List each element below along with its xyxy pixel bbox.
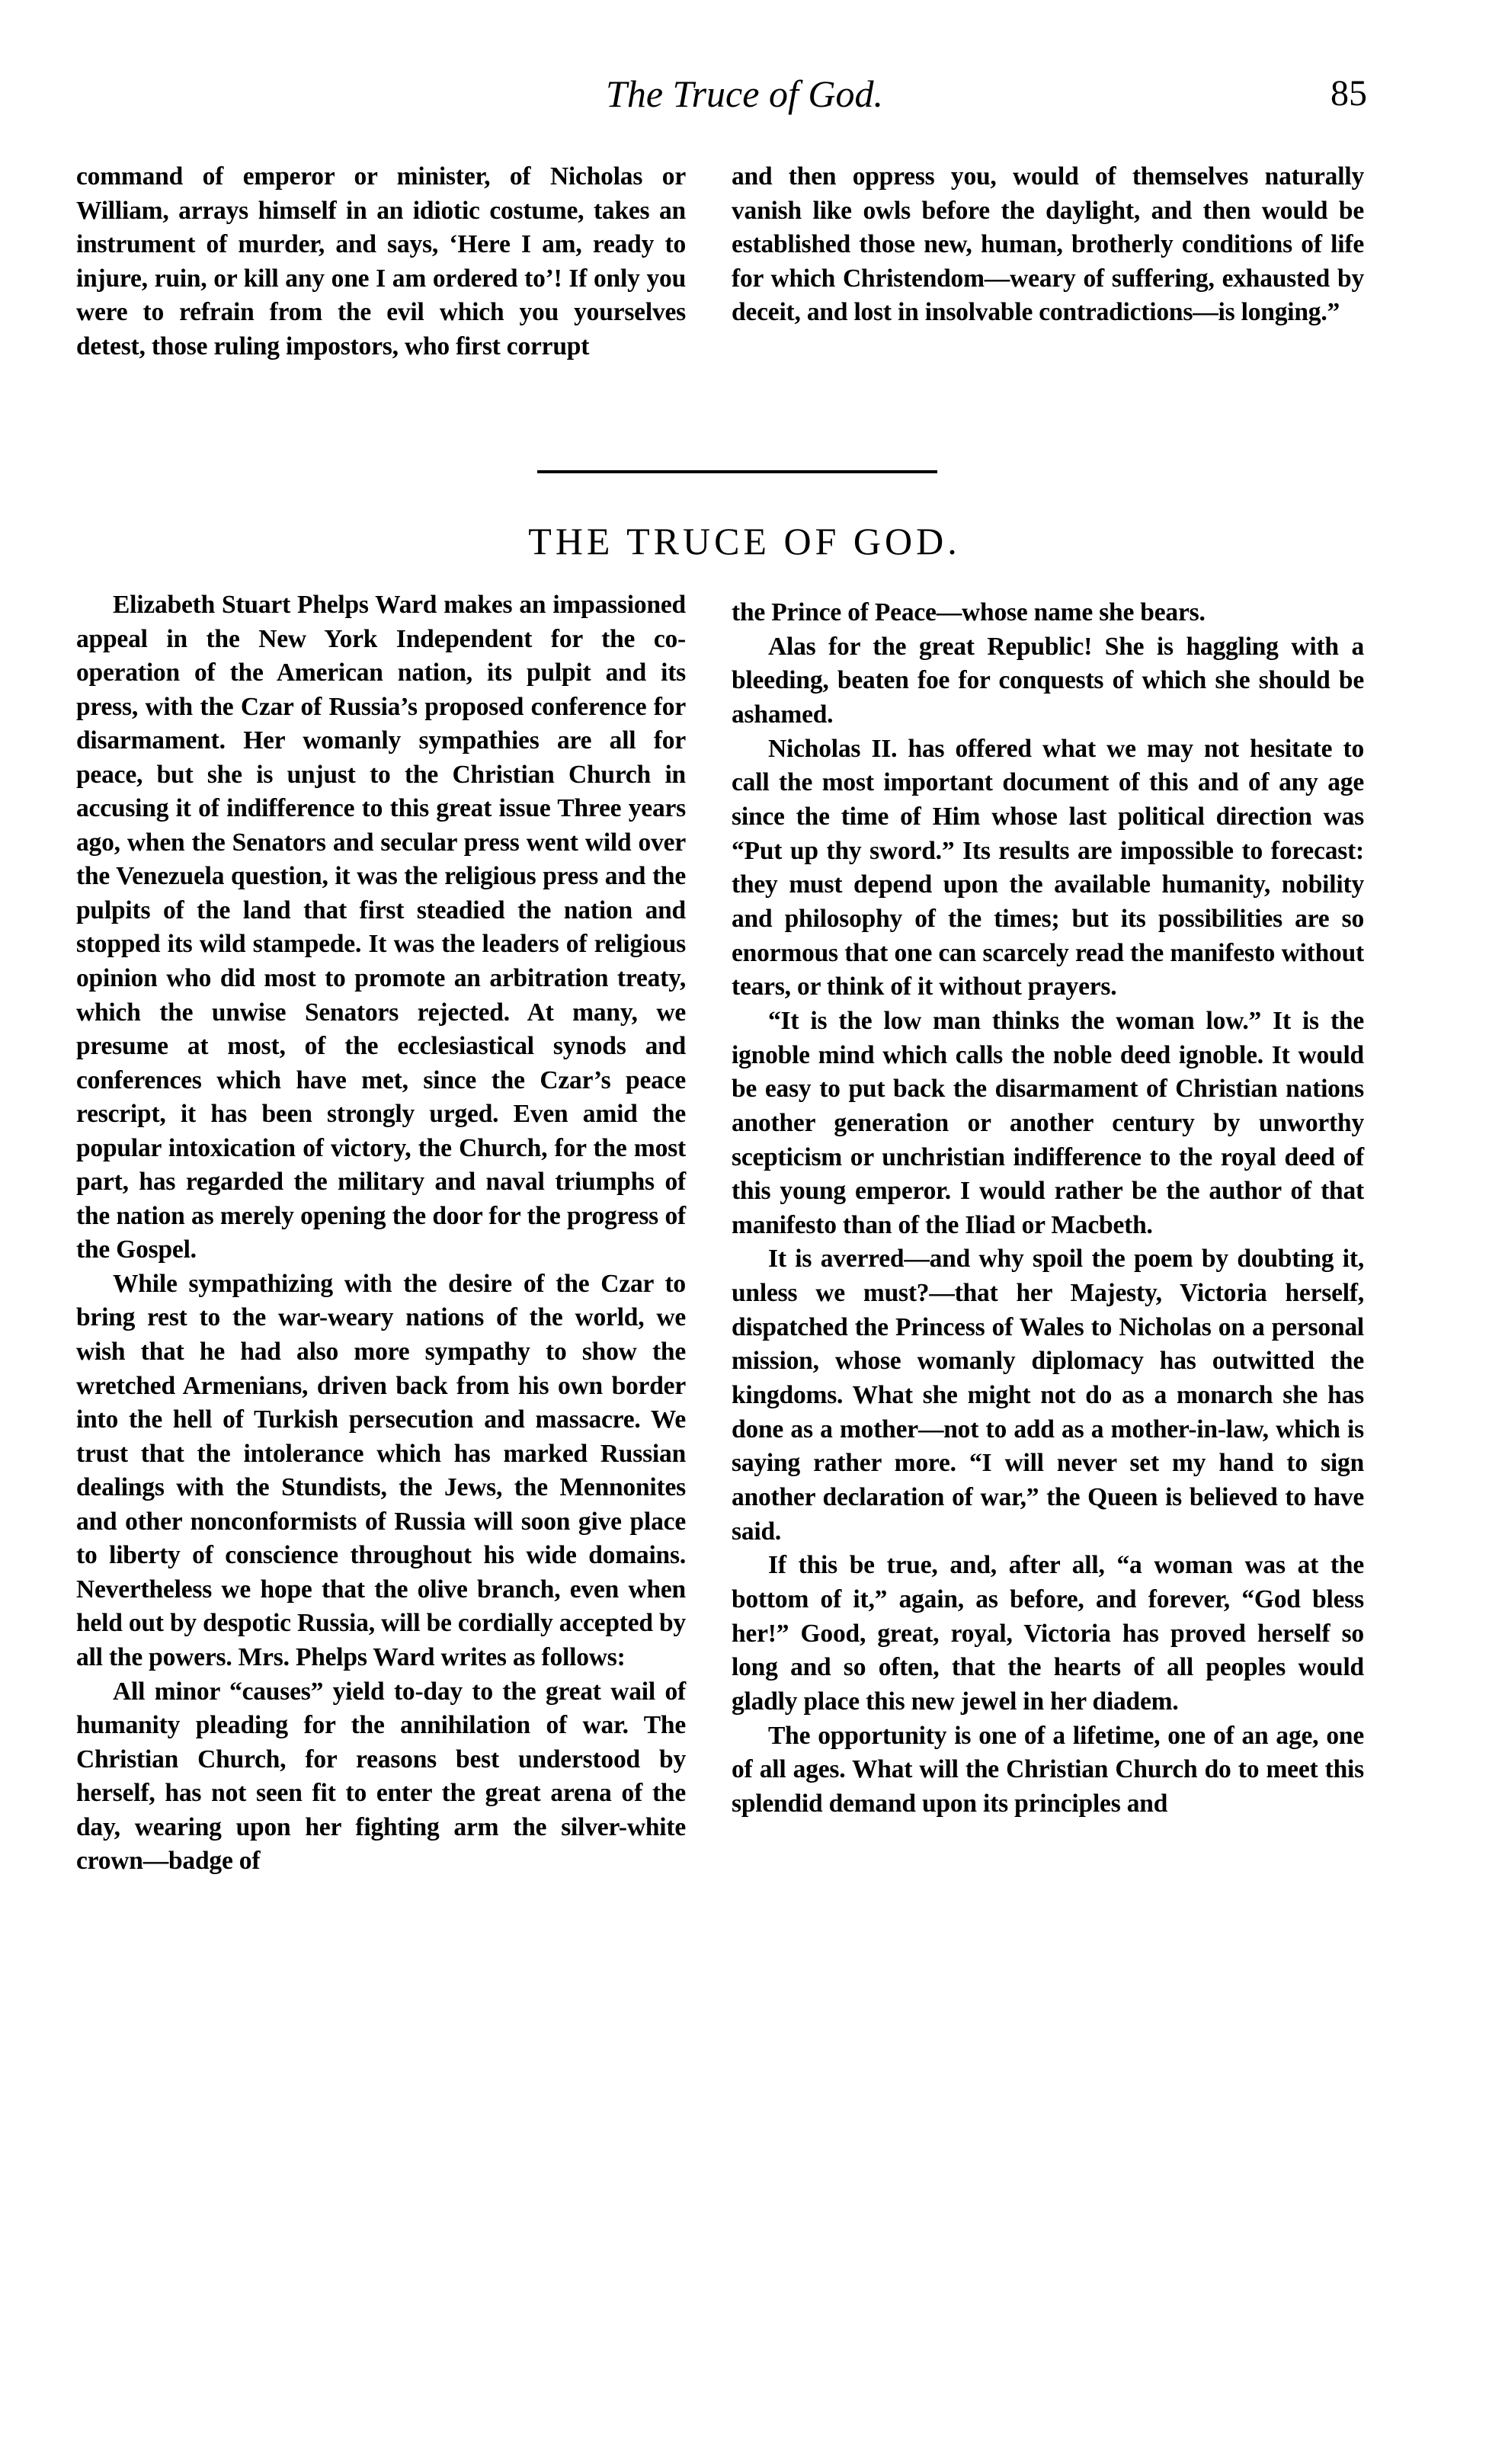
preceding-text-right-column: [732, 160, 1364, 330]
quoted-paragraph: the Prince of Peace—whose name she bears.: [732, 598, 1206, 626]
quoted-paragraph: The opportunity is one of a lifetime, one of an age, one of all ages. What will the Christian Church do to meet this splendid demand upon its principles and: [732, 1721, 1364, 1818]
running-head: [0, 67, 1489, 120]
section-divider-rule: [537, 470, 937, 473]
article-title: THE TRUCE OF GOD.: [528, 520, 961, 562]
quoted-paragraph: Alas for the great Republic! She is haggling with a bleeding, beaten foe for conquests of which she should be ashamed.: [732, 632, 1364, 729]
quoted-paragraph: If this be true, and, after all, “a woman was at the bottom of it,” again, as before, and forever, “God bless her!” Good, great, royal, Victoria has proved herself so long and so often, that the hearts of all peoples would gladly place this new jewel in her diadem.: [732, 1551, 1364, 1716]
quoted-paragraph: “It is the low man thinks the woman low.” It is the ignoble mind which calls the noble deed ignoble. It would be easy to put back the disarmament of Christian nations another generation or another century by unworthy scepticism or unchristian indifference to the royal deed of this young emperor. I would rather be the author of that manifesto than of the Iliad or Macbeth.: [732, 1006, 1364, 1239]
page-number: 85: [1330, 73, 1367, 114]
quoted-paragraph: All minor “causes” yield to-day to the great wail of humanity pleading for the annihilation of war. The Christian Church, for reasons best understood by herself, has not seen fit to enter the great arena of the day, wearing upon her fighting arm the silver-white crown—badge of: [76, 1677, 686, 1876]
preceding-paragraph-left: command of emperor or minister, of Nicholas or William, arrays himself in an idiotic costume, takes an instrument of murder, and says, ‘Here I am, ready to injure, ruin, or kill any one I am ordered to’! If only you were to refrain from the evil which you yourselves detest, those ruling impostors, who first corrupt: [76, 162, 686, 360]
quoted-paragraph: It is averred—and why spoil the poem by doubting it, unless we must?—that her Majesty, Victoria herself, dispatched the Princess of Wales to Nicholas on a personal mission, whose womanly diplomacy has outwitted the kingdoms. What she might not do as a monarch she has done as a mother—not to add as a mother-in-law, which is saying rather more. “I will never set my hand to sign another declaration of war,” the Queen is believed to have said.: [732, 1245, 1364, 1546]
preceding-text-left-column: [76, 160, 686, 364]
quoted-paragraph: Nicholas II. has offered what we may not hesitate to call the most important document of this and of any age since the time of Him whose last political direction was “Put up thy sword.” Its results are impossible to forecast: they must depend upon the available humanity, nobility and philosophy of the times; but its possibilities are so enormous that one can scarcely read the manifesto without tears, or think of it without prayers.: [732, 734, 1364, 1001]
article-paragraph: Elizabeth Stuart Phelps Ward makes an impassioned appeal in the New York Independent for the co-operation of the American nation, its pulpit and its press, with the Czar of Russia’s proposed conference for disarmament. Her womanly sympathies are all for peace, but she is unjust to the Christian Church in accusing it of indifference to this great issue Three years ago, when the Senators and secular press went wild over the Venezuela question, it was the religious press and the pulpits of the land that first steadied the nation and stopped its wild stampede. It was the leaders of religious opinion who did most to promote an arbitration treaty, which the unwise Senators rejected. At many, we presume at most, of the ecclesiastical synods and conferences which have met, since the Czar’s peace rescript, it has been strongly urged. Even amid the popular intoxication of victory, the Church, for the most part, has regarded the military and naval triumphs of the nation as merely opening the door for the progress of the Gospel.: [76, 591, 686, 1264]
article-right-column: [732, 596, 1364, 1822]
article-left-column: [76, 588, 686, 1879]
running-title: The Truce of God.: [606, 72, 883, 115]
preceding-paragraph-right: and then oppress you, would of themselves naturally vanish like owls before the daylight, and then would be established those new, human, brotherly conditions of life for which Christendom—weary of suffering, exhausted by deceit, and lost in insolvable contradictions—is longing.”: [732, 162, 1364, 327]
article-paragraph: While sympathizing with the desire of the Czar to bring rest to the war-weary nations of the world, we wish that he had also more sympathy to show the wretched Armenians, driven back from his own border into the hell of Turkish persecution and massacre. We trust that the intolerance which has marked Russian dealings with the Stundists, the Jews, the Mennonites and other nonconformists of Russia will soon give place to liberty of conscience throughout his wide domains. Nevertheless we hope that the olive branch, even when held out by despotic Russia, will be cordially accepted by all the powers. Mrs. Phelps Ward writes as follows:: [76, 1269, 686, 1671]
